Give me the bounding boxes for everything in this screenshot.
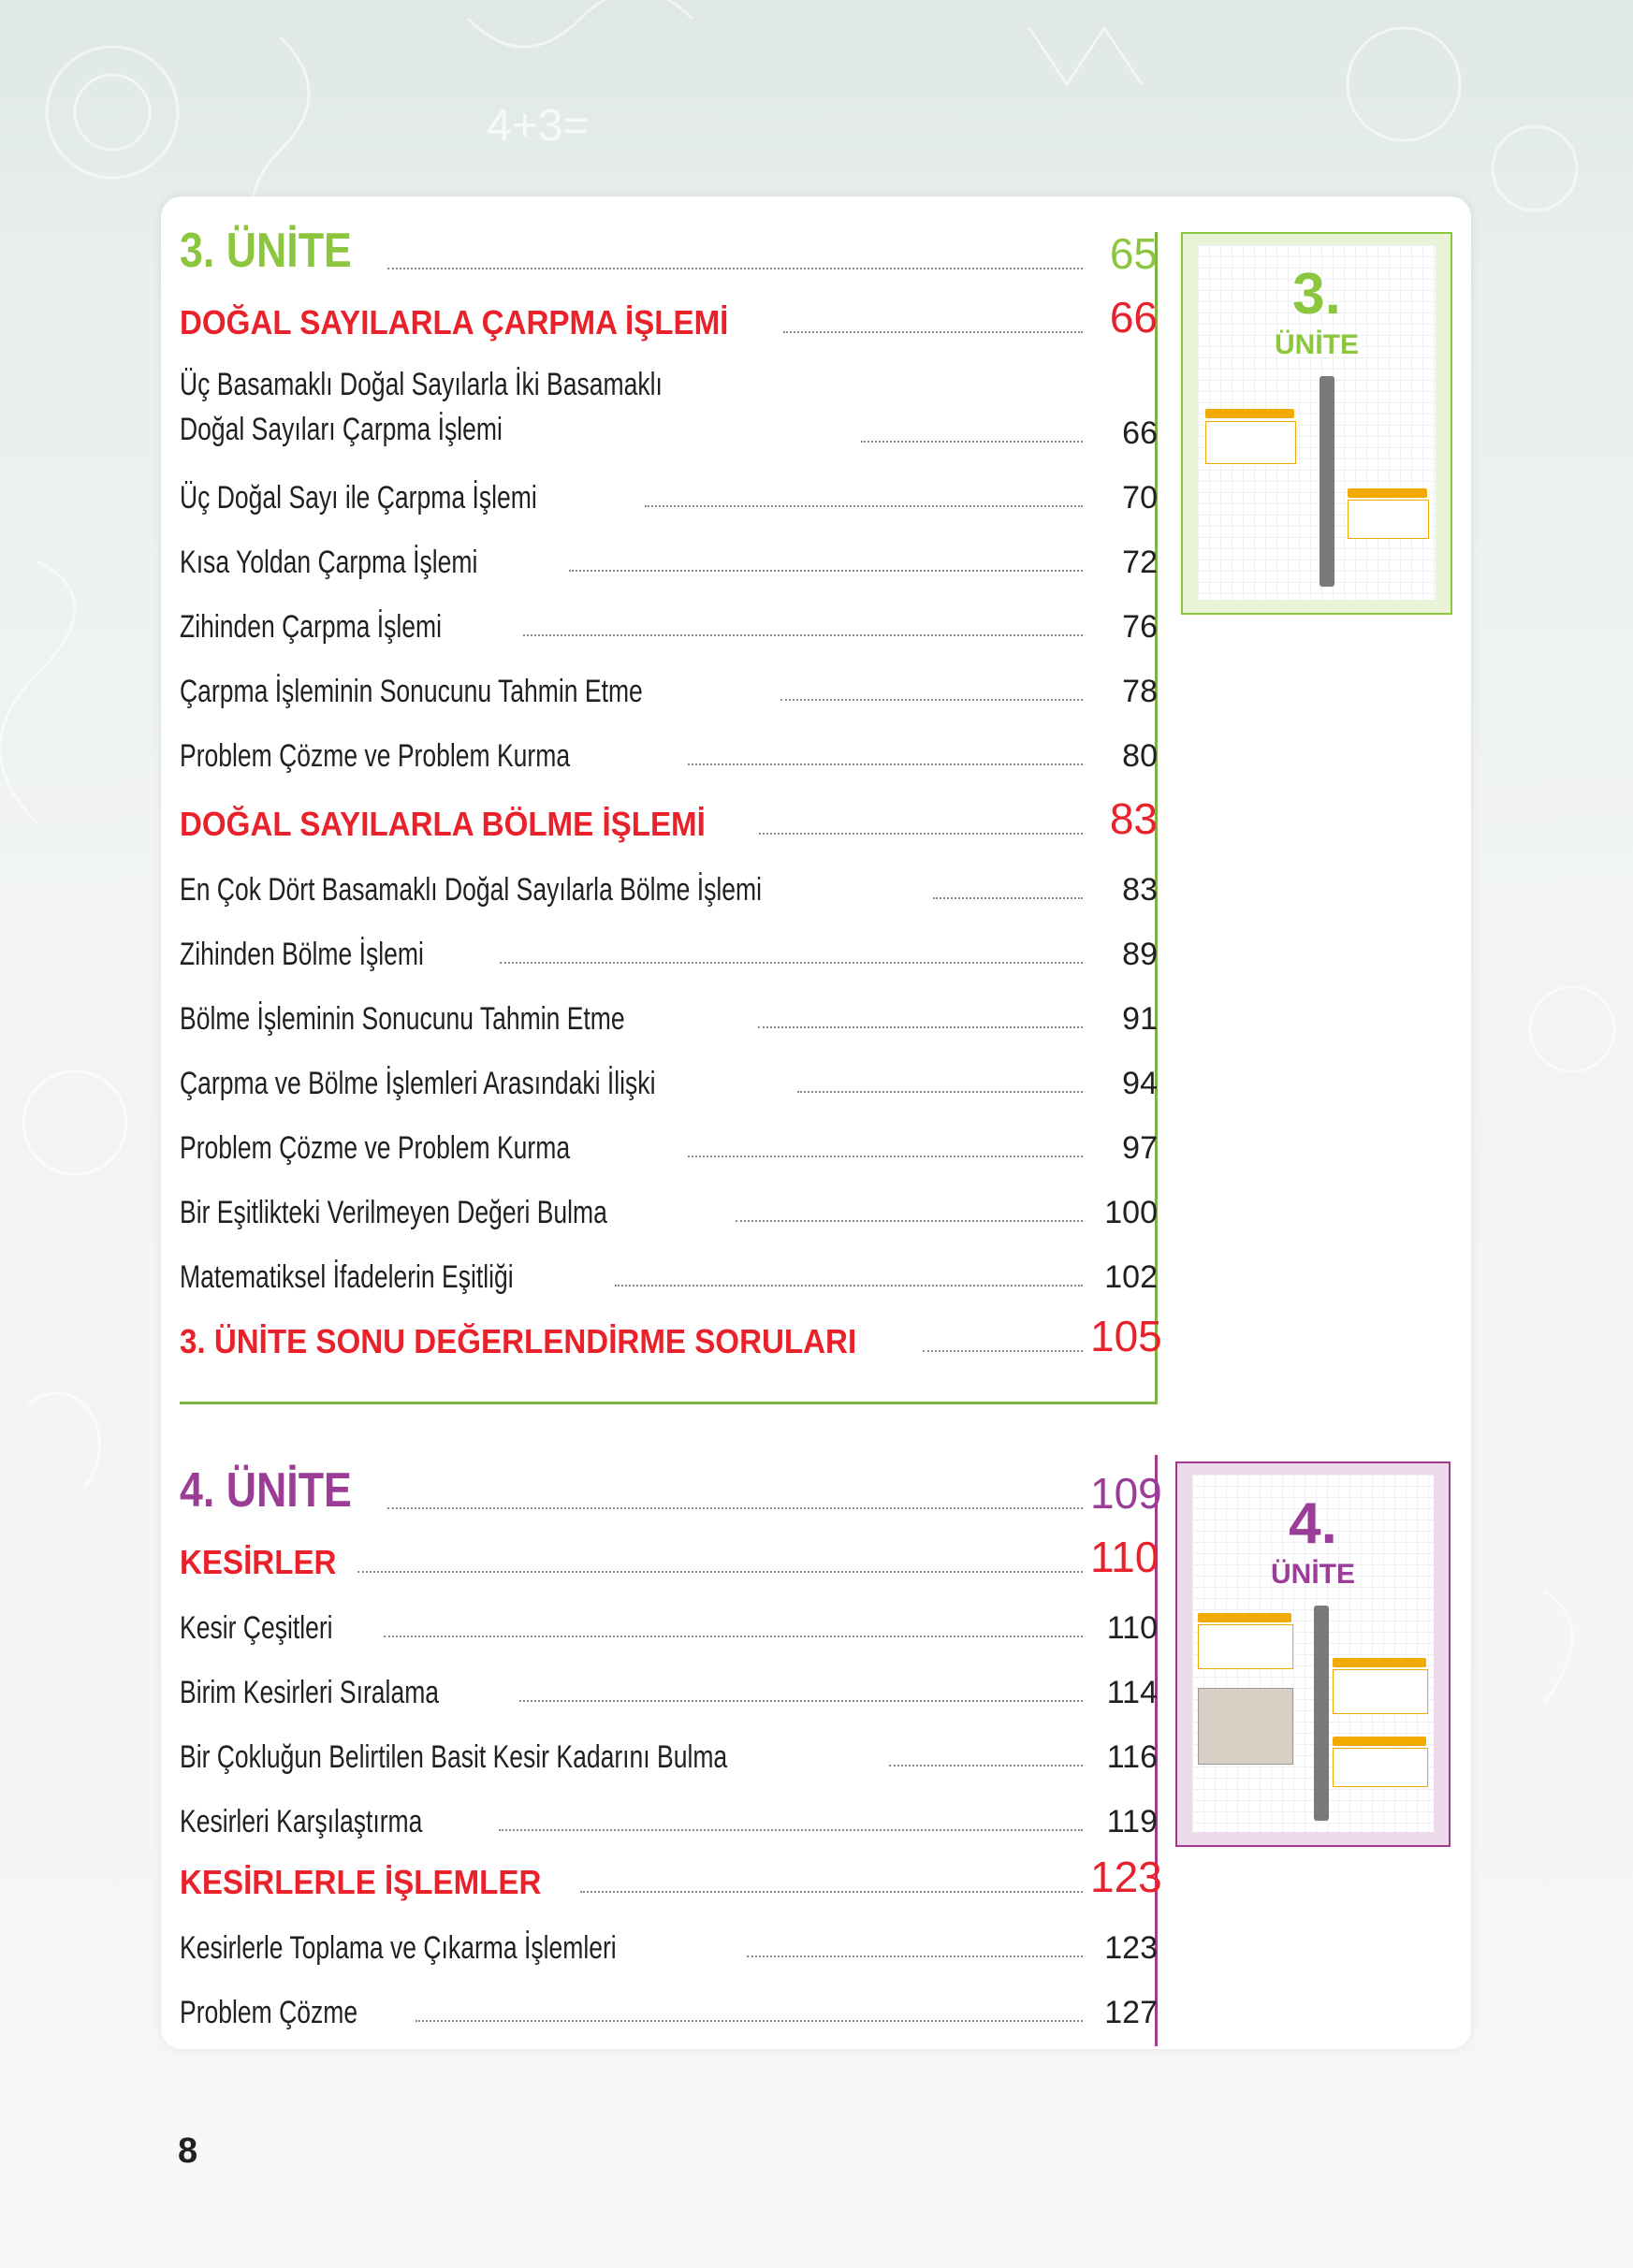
pencil-icon xyxy=(1314,1606,1329,1821)
entry-page: 102 xyxy=(1104,1259,1158,1295)
entry-label: Bir Çokluğun Belirtilen Basit Kesir Kadarını Bulma xyxy=(180,1739,728,1775)
entry-label: Kesirlerle Toplama ve Çıkarma İşlemleri xyxy=(180,1930,617,1966)
entry-page: 66 xyxy=(1122,415,1158,451)
section3-divider-horizontal xyxy=(180,1402,1158,1404)
thumbnail-panel xyxy=(1198,1624,1293,1669)
leader-dots xyxy=(780,699,1083,701)
entry-label: Bölme İşleminin Sonucunu Tahmin Etme xyxy=(180,1001,625,1037)
toc-entry[interactable] xyxy=(180,1967,1158,2031)
toc-entry[interactable] xyxy=(180,973,1158,1038)
leader-dots xyxy=(580,1891,1083,1893)
thumbnail-panel xyxy=(1333,1669,1428,1714)
unit3-cover-thumbnail[interactable] xyxy=(1181,232,1452,615)
entry-label: Kesirleri Karşılaştırma xyxy=(180,1804,423,1839)
leader-dots xyxy=(933,897,1083,899)
entry-page: 70 xyxy=(1122,480,1158,516)
thumbnail-tag xyxy=(1205,409,1294,418)
entry-label: Kesir Çeşitleri xyxy=(180,1610,333,1646)
entry-label: Problem Çözme xyxy=(180,1995,358,2030)
entry-page: 94 xyxy=(1122,1066,1158,1101)
entry-label: Problem Çözme ve Problem Kurma xyxy=(180,1130,571,1166)
thumbnail-tag xyxy=(1348,488,1427,498)
entry-page: 127 xyxy=(1104,1995,1158,2030)
entry-page: 72 xyxy=(1122,545,1158,580)
thumbnail-page xyxy=(1198,245,1436,600)
unit3-review[interactable] xyxy=(180,1303,1162,1361)
leader-dots xyxy=(387,268,1083,269)
toc-entry[interactable] xyxy=(180,581,1158,646)
topic-page: 105 xyxy=(1090,1312,1162,1360)
leader-dots xyxy=(758,1026,1083,1028)
entry-page: 100 xyxy=(1104,1195,1158,1230)
leader-dots xyxy=(523,634,1083,636)
topic-label: KESİRLERLE İŞLEMLER xyxy=(180,1863,542,1901)
toc-entry[interactable] xyxy=(180,1711,1158,1776)
thumbnail-label: ÜNİTE xyxy=(1275,329,1359,360)
toc-entry[interactable] xyxy=(180,844,1158,909)
leader-dots xyxy=(889,1765,1083,1766)
unit4-title: 4. ÜNİTE xyxy=(180,1463,352,1518)
leader-dots xyxy=(759,833,1083,835)
leader-dots xyxy=(861,441,1083,443)
toc-entry[interactable] xyxy=(180,516,1158,581)
toc-entry[interactable] xyxy=(180,1902,1158,1967)
entry-page: 119 xyxy=(1106,1804,1158,1839)
topic-page: 66 xyxy=(1109,293,1158,342)
entry-page: 89 xyxy=(1122,937,1158,972)
svg-text:4+3=: 4+3= xyxy=(487,101,590,151)
entry-label: Kısa Yoldan Çarpma İşlemi xyxy=(180,545,478,580)
topic-fraction-operations[interactable] xyxy=(180,1844,1162,1902)
leader-dots xyxy=(384,1636,1083,1637)
entry-label: Matematiksel İfadelerin Eşitliği xyxy=(180,1259,514,1295)
leader-dots xyxy=(357,1571,1083,1573)
toc-entry[interactable] xyxy=(180,1102,1158,1167)
thumbnail-label: ÜNİTE xyxy=(1271,1559,1355,1590)
entry-label: En Çok Dört Basamaklı Doğal Sayılarla Bölme İşlemi xyxy=(180,872,762,908)
thumbnail-tag xyxy=(1198,1613,1291,1622)
topic-label: DOĞAL SAYILARLA ÇARPMA İŞLEMİ xyxy=(180,303,729,342)
topic-label: DOĞAL SAYILARLA BÖLME İŞLEMİ xyxy=(180,805,706,843)
entry-label: Üç Doğal Sayı ile Çarpma İşlemi xyxy=(180,480,537,516)
entry-page: 76 xyxy=(1122,609,1158,645)
toc-entry[interactable] xyxy=(180,1647,1158,1711)
entry-label: Zihinden Bölme İşlemi xyxy=(180,937,424,972)
thumbnail-photo xyxy=(1198,1688,1293,1765)
toc-entry[interactable] xyxy=(180,452,1158,516)
toc-entry[interactable] xyxy=(180,1038,1158,1102)
unit4-section xyxy=(180,1455,1162,2031)
thumbnail-number: 3. xyxy=(1292,262,1341,327)
unit3-title: 3. ÜNİTE xyxy=(180,224,352,278)
leader-dots xyxy=(615,1285,1083,1287)
entry-page: 83 xyxy=(1122,872,1158,908)
topic-label: 3. ÜNİTE SONU DEĞERLENDİRME SORULARI xyxy=(180,1322,857,1360)
thumbnail-panel xyxy=(1205,421,1296,464)
unit3-heading[interactable] xyxy=(180,215,1158,279)
toc-entry[interactable] xyxy=(180,646,1158,710)
toc-entry[interactable] xyxy=(180,1776,1158,1840)
topic-division[interactable] xyxy=(180,786,1158,844)
leader-dots xyxy=(736,1220,1083,1222)
leader-dots xyxy=(499,1829,1083,1831)
entry-page: 114 xyxy=(1106,1675,1158,1710)
thumbnail-page xyxy=(1192,1475,1434,1832)
entry-label: Problem Çözme ve Problem Kurma xyxy=(180,738,571,774)
entry-label: Çarpma ve Bölme İşlemleri Arasındaki İlişki xyxy=(180,1066,656,1101)
entry-label: Zihinden Çarpma İşlemi xyxy=(180,609,443,645)
leader-dots xyxy=(416,2020,1083,2022)
leader-dots xyxy=(688,1156,1083,1157)
entry-label: Çarpma İşleminin Sonucunu Tahmin Etme xyxy=(180,674,643,709)
leader-dots xyxy=(500,962,1083,964)
topic-multiplication[interactable] xyxy=(180,284,1158,342)
pencil-icon xyxy=(1320,376,1334,587)
entry-page: 110 xyxy=(1106,1610,1158,1646)
topic-label: KESİRLER xyxy=(180,1543,337,1581)
entry-label: Üç Basamaklı Doğal Sayılarla İki Basamaklı Doğal Sayıları Çarpma İşlemi xyxy=(180,367,663,447)
leader-dots xyxy=(645,505,1083,507)
unit4-page: 109 xyxy=(1090,1469,1162,1518)
leader-dots xyxy=(387,1507,1083,1509)
entry-page: 80 xyxy=(1122,738,1158,774)
entry-page: 91 xyxy=(1122,1001,1158,1037)
unit4-cover-thumbnail[interactable] xyxy=(1175,1461,1451,1847)
topic-fractions[interactable] xyxy=(180,1524,1158,1582)
unit3-page: 65 xyxy=(1109,229,1158,278)
leader-dots xyxy=(797,1091,1083,1093)
leader-dots xyxy=(783,331,1083,333)
thumbnail-number: 4. xyxy=(1289,1491,1337,1556)
toc-entry[interactable] xyxy=(180,342,1158,452)
entry-label: Birim Kesirleri Sıralama xyxy=(180,1675,440,1710)
entry-page: 116 xyxy=(1106,1739,1158,1775)
leader-dots xyxy=(569,570,1083,572)
thumbnail-panel xyxy=(1333,1748,1428,1787)
toc-entry[interactable] xyxy=(180,1231,1158,1296)
toc-entry[interactable] xyxy=(180,909,1158,973)
toc-entry[interactable] xyxy=(180,1167,1158,1231)
entry-page: 97 xyxy=(1122,1130,1158,1166)
thumbnail-panel xyxy=(1348,500,1429,539)
entry-label: Bir Eşitlikteki Verilmeyen Değeri Bulma xyxy=(180,1195,607,1230)
leader-dots xyxy=(747,1955,1083,1957)
topic-page: 110 xyxy=(1090,1533,1159,1581)
toc-entry[interactable] xyxy=(180,1582,1158,1647)
thumbnail-tag xyxy=(1333,1658,1426,1667)
entry-page: 78 xyxy=(1122,674,1158,709)
topic-page: 123 xyxy=(1090,1853,1162,1901)
leader-dots xyxy=(519,1700,1083,1702)
topic-page: 83 xyxy=(1109,794,1158,843)
entry-page: 123 xyxy=(1104,1930,1158,1966)
page-number: 8 xyxy=(178,2131,198,2171)
thumbnail-tag xyxy=(1333,1737,1426,1746)
toc-entry[interactable] xyxy=(180,710,1158,775)
leader-dots xyxy=(688,763,1083,765)
unit3-section xyxy=(180,215,1162,1361)
leader-dots xyxy=(923,1350,1083,1352)
unit4-heading[interactable] xyxy=(180,1455,1162,1519)
